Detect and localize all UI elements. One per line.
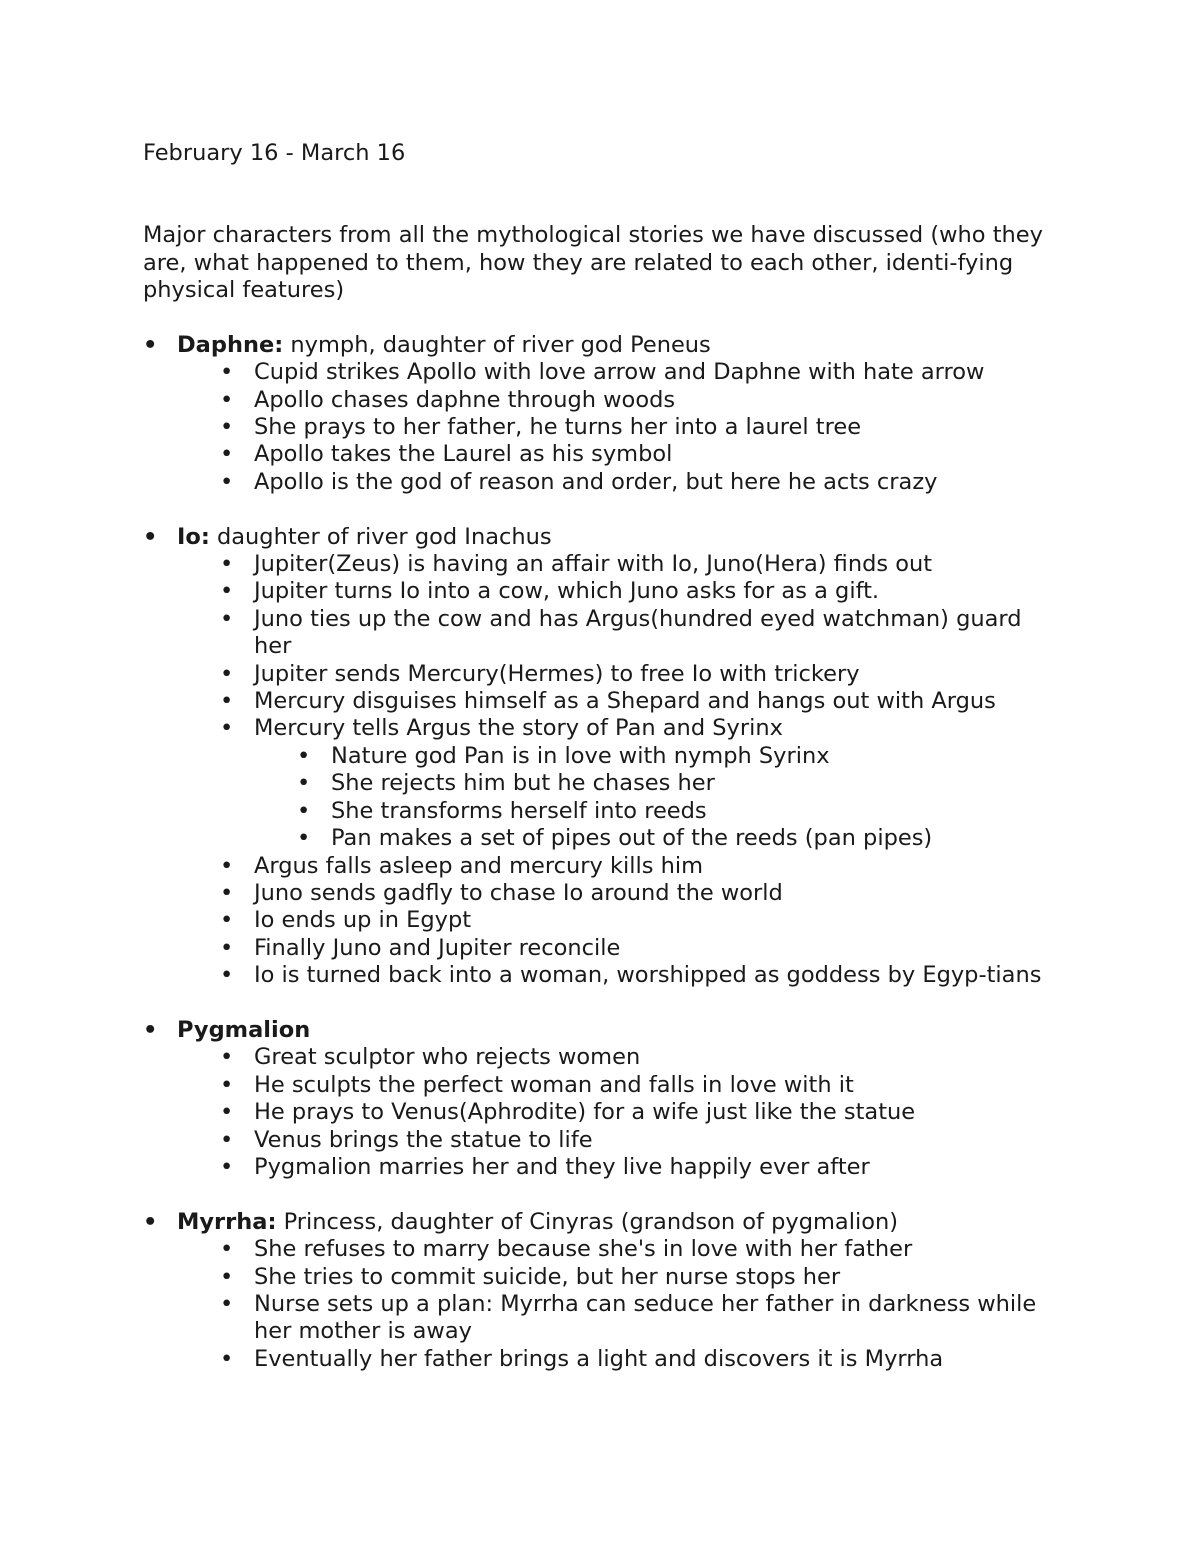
character-description: daughter of river god Inachus — [209, 523, 552, 550]
bullet-icon: • — [220, 551, 234, 578]
bullet-icon: • — [220, 934, 234, 961]
bullet-icon: • — [297, 797, 311, 824]
bullet-icon: • — [220, 1099, 234, 1126]
list-item: • Jupiter(Zeus) is having an affair with Io, Juno(Hera) finds out — [220, 551, 933, 578]
bullet-icon: • — [297, 825, 311, 852]
nested-list-item: • She rejects him but he chases her — [297, 770, 715, 797]
list-item: • She refuses to marry because she's in love with her father — [220, 1236, 913, 1263]
nested-list-item: • Nature god Pan is in love with nymph Syrinx — [297, 742, 830, 769]
bullet-icon: • — [220, 1126, 234, 1153]
section-heading — [143, 524, 1068, 551]
bullet-icon: • — [220, 688, 234, 715]
section-daphne — [143, 332, 1068, 496]
nested-list-item: • She transforms herself into reeds — [297, 797, 707, 824]
list-item: • Juno sends gadfly to chase Io around the world — [220, 879, 783, 906]
character-name: Io: — [177, 523, 210, 550]
sub-list — [143, 359, 1068, 496]
bullet-icon: • — [220, 578, 234, 605]
list-item: • Io ends up in Egypt — [220, 907, 472, 934]
section-io — [143, 524, 1068, 990]
list-item: • Jupiter turns Io into a cow, which Juno asks for as a gift. — [220, 578, 880, 605]
character-name: Myrrha: — [177, 1208, 277, 1235]
list-item: • Cupid strikes Apollo with love arrow and Daphne with hate arrow — [220, 359, 985, 386]
character-list — [143, 332, 1068, 1373]
character-description: Princess, daughter of Cinyras (grandson of pygmalion) — [276, 1208, 899, 1235]
bullet-icon: • — [220, 359, 234, 386]
list-item: • Mercury disguises himself as a Shepard and hangs out with Argus — [220, 688, 996, 715]
list-item: • Nurse sets up a plan: Myrrha can seduce her father in darkness while her mother is away — [220, 1290, 1037, 1345]
bullet-icon: • — [220, 1153, 234, 1180]
character-name: Daphne: — [177, 331, 284, 358]
bullet-icon: • — [220, 1071, 234, 1098]
sub-list — [143, 1044, 1068, 1181]
bullet-icon: • — [220, 852, 234, 879]
character-description: nymph, daughter of river god Peneus — [283, 331, 711, 358]
list-item: • Juno ties up the cow and has Argus(hundred eyed watchman) guard her — [220, 605, 1022, 660]
bullet-icon: • — [297, 770, 311, 797]
list-item: • Argus falls asleep and mercury kills him — [220, 852, 704, 879]
list-item: • Apollo takes the Laurel as his symbol — [220, 441, 673, 468]
bullet-icon: • — [220, 1263, 234, 1290]
bullet-icon: • — [220, 660, 234, 687]
list-item: • Mercury tells Argus the story of Pan and Syrinx • Nature god Pan is in love with nymph Syrinx • She rejects him but he chases her • She transforms herself into reeds • Pan makes a set of pipes out of the reeds (pan pipes) — [220, 715, 1068, 852]
bullet-icon: • — [220, 1345, 234, 1372]
nested-list-item: • Pan makes a set of pipes out of the reeds (pan pipes) — [297, 825, 933, 852]
bullet-icon: • — [220, 962, 234, 989]
list-item: • Apollo is the god of reason and order, but here he acts crazy — [220, 468, 938, 495]
list-item: • She tries to commit suicide, but her nurse stops her — [220, 1263, 841, 1290]
list-item: • He prays to Venus(Aphrodite) for a wife just like the statue — [220, 1099, 916, 1126]
bullet-icon: • — [220, 1236, 234, 1263]
bullet-icon: • — [220, 715, 234, 742]
list-item: • She prays to her father, he turns her into a laurel tree — [220, 414, 862, 441]
bullet-icon: • — [220, 441, 234, 468]
section-heading — [143, 332, 1068, 359]
bullet-icon: • — [220, 1290, 234, 1317]
list-item: • Eventually her father brings a light and discovers it is Myrrha — [220, 1345, 944, 1372]
sub-list — [143, 1236, 1068, 1373]
nested-list — [254, 743, 1068, 853]
character-name: Pygmalion — [177, 1016, 311, 1043]
bullet-icon: • — [220, 605, 234, 632]
section-myrrha — [143, 1209, 1068, 1373]
section-pygmalion — [143, 1017, 1068, 1181]
list-item: • Pygmalion marries her and they live happily ever after — [220, 1153, 870, 1180]
bullet-icon: • — [220, 879, 234, 906]
list-item: • Jupiter sends Mercury(Hermes) to free Io with trickery — [220, 660, 860, 687]
list-item: • Great sculptor who rejects women — [220, 1044, 641, 1071]
sub-list — [143, 551, 1068, 990]
bullet-icon: • — [220, 468, 234, 495]
bullet-icon: • — [220, 386, 234, 413]
document-body — [143, 140, 1068, 1401]
bullet-icon: • — [297, 742, 311, 769]
date-range: February 16 - March 16 — [143, 140, 406, 166]
list-item: • Apollo chases daphne through woods — [220, 386, 676, 413]
section-heading — [143, 1209, 1068, 1236]
list-item: • He sculpts the perfect woman and falls in love with it — [220, 1071, 854, 1098]
section-heading — [143, 1017, 1068, 1044]
list-item: • Venus brings the statue to life — [220, 1126, 593, 1153]
bullet-icon: • — [220, 414, 234, 441]
list-item: • Finally Juno and Jupiter reconcile — [220, 934, 621, 961]
list-item: • Io is turned back into a woman, worshipped as goddess by Egyp-tians — [220, 962, 1042, 989]
intro-paragraph: Major characters from all the mythological stories we have discussed (who they are, what happened to them, how they are related to each other, identi-fying physical features) — [143, 222, 1043, 303]
bullet-icon: • — [220, 1044, 234, 1071]
bullet-icon: • — [220, 907, 234, 934]
